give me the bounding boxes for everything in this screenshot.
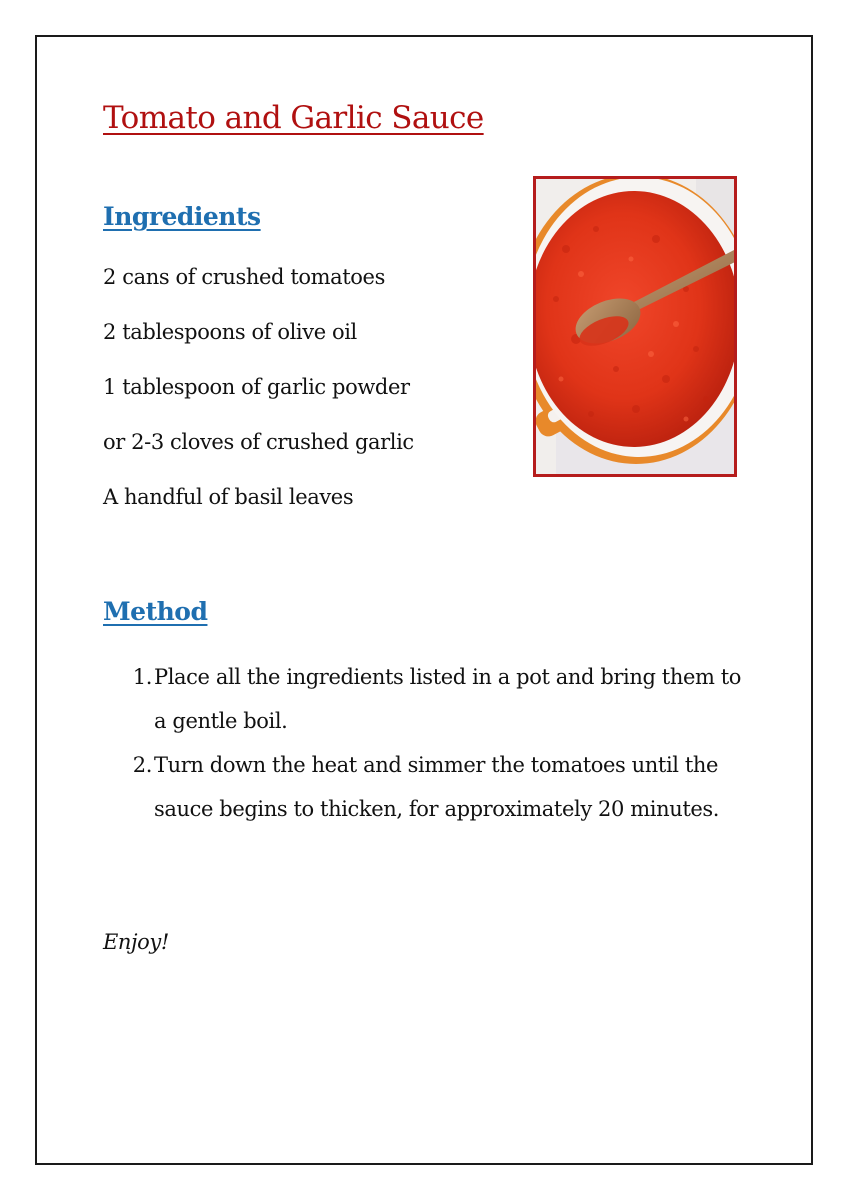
ingredient-item: 2 tablespoons of olive oil — [103, 320, 357, 344]
step-text: Turn down the heat and simmer the tomatoes until the sauce begins to thicken, for approximately 20 minutes. — [154, 753, 720, 821]
method-step — [125, 743, 745, 831]
step-number: 1. — [132, 665, 152, 689]
method-heading: Method — [103, 597, 208, 626]
ingredients-list — [103, 262, 414, 537]
step-text: Place all the ingredients listed in a pot and bring them to a gentle boil. — [154, 665, 742, 733]
ingredient-item: or 2-3 cloves of crushed garlic — [103, 430, 414, 454]
closing-text: Enjoy! — [103, 930, 169, 954]
ingredient-item: A handful of basil leaves — [103, 485, 354, 509]
method-step — [125, 655, 745, 743]
page-title: Tomato and Garlic Sauce — [103, 100, 484, 136]
tomato-sauce-pot-icon — [536, 179, 734, 474]
step-number: 2. — [132, 753, 152, 777]
method-list — [125, 655, 745, 831]
ingredient-item: 2 cans of crushed tomatoes — [103, 265, 385, 289]
ingredients-heading: Ingredients — [103, 202, 261, 231]
ingredient-item: 1 tablespoon of garlic powder — [103, 375, 410, 399]
tomato-sauce-photo — [533, 176, 737, 477]
